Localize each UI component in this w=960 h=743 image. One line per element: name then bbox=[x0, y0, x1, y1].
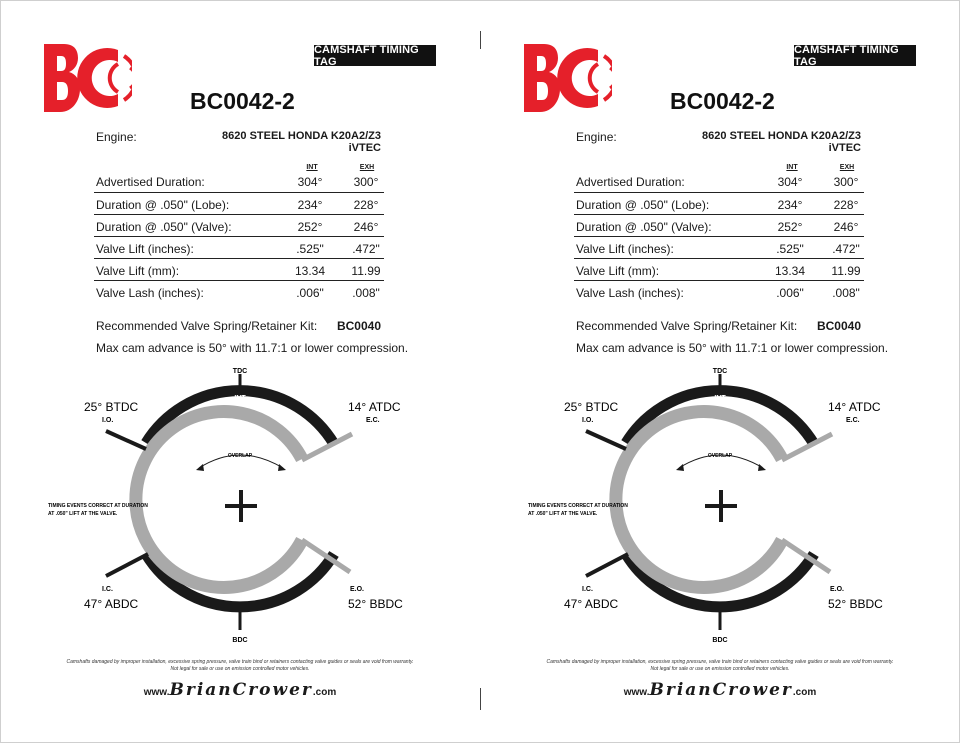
spec-label: Valve Lash (inches): bbox=[576, 286, 684, 300]
disclaimer-line: Camshafts damaged by improper installation, excessive spring pressure, valve train bind or retainers contacting valve guides or seals are void from warranty. bbox=[546, 659, 894, 665]
spec-exh-value: .472" bbox=[832, 242, 860, 256]
disclaimer-line: Camshafts damaged by improper installation, excessive spring pressure, valve train bind or retainers contacting valve guides or seals are void from warranty. bbox=[66, 659, 414, 665]
io-degrees: 25° BTDC bbox=[564, 400, 619, 414]
spec-label: Valve Lift (inches): bbox=[96, 242, 194, 256]
spec-row bbox=[574, 214, 864, 237]
spec-exh-value: 246° bbox=[353, 220, 379, 234]
spec-exh-value: .008" bbox=[352, 286, 380, 300]
spec-row bbox=[574, 280, 864, 303]
col-header-exh: EXH bbox=[359, 164, 375, 171]
exhaust-ring bbox=[616, 412, 782, 588]
io-line bbox=[106, 431, 146, 449]
tdc-label: TDC bbox=[712, 368, 728, 375]
kit-value: BC0040 bbox=[336, 319, 381, 333]
kit-label: Recommended Valve Spring/Retainer Kit: bbox=[576, 319, 798, 333]
spec-exh-value: 11.99 bbox=[831, 264, 861, 278]
timing-tag-right bbox=[480, 0, 960, 743]
spec-int-value: 234° bbox=[297, 198, 323, 212]
timing-note-line1: TIMING EVENTS CORRECT AT DURATION bbox=[48, 503, 148, 509]
header-badge: CAMSHAFT TIMING TAG bbox=[794, 45, 916, 66]
overlap-arrow-head-left bbox=[676, 464, 684, 471]
io-label: I.O. bbox=[582, 417, 594, 424]
overlap-label: OVERLAP bbox=[227, 453, 253, 459]
timing-diagram bbox=[480, 360, 960, 660]
timing-note-line2: AT .050" LIFT AT THE VALVE. bbox=[48, 511, 118, 517]
io-line bbox=[586, 431, 626, 449]
spec-row bbox=[94, 192, 384, 215]
eo-degrees: 52° BBDC bbox=[348, 597, 403, 611]
spec-row bbox=[94, 280, 384, 303]
spec-row bbox=[574, 236, 864, 259]
exh-ring-label: EXH bbox=[712, 424, 728, 431]
header-badge: CAMSHAFT TIMING TAG bbox=[314, 45, 436, 66]
spec-row bbox=[574, 170, 864, 192]
spec-exh-value: 300° bbox=[833, 175, 859, 189]
spec-int-value: 13.34 bbox=[774, 264, 806, 278]
spec-row bbox=[574, 192, 864, 215]
warranty-disclaimer bbox=[20, 659, 460, 673]
ic-label: I.C. bbox=[582, 586, 593, 593]
spec-label: Advertised Duration: bbox=[96, 175, 205, 189]
eo-degrees: 52° BBDC bbox=[828, 597, 883, 611]
website-prefix: www. bbox=[143, 687, 170, 698]
ec-label: E.C. bbox=[846, 417, 860, 424]
spec-exh-value: 11.99 bbox=[351, 264, 381, 278]
spec-int-value: .525" bbox=[776, 242, 804, 256]
warranty-disclaimer bbox=[500, 659, 940, 673]
center-crosshair bbox=[705, 490, 737, 522]
ic-label: I.C. bbox=[102, 586, 113, 593]
spec-exh-value: 300° bbox=[353, 175, 379, 189]
tdc-label: TDC bbox=[232, 368, 248, 375]
spec-exh-value: 246° bbox=[833, 220, 859, 234]
bdc-label: BDC bbox=[232, 637, 248, 644]
website-name: BrianCrower bbox=[169, 680, 313, 700]
engine-value: 8620 STEEL HONDA K20A2/Z3 iVTEC bbox=[702, 130, 861, 154]
int-ring-label: INT bbox=[234, 395, 246, 402]
spec-label: Duration @ .050" (Valve): bbox=[576, 220, 712, 234]
engine-value: 8620 STEEL HONDA K20A2/Z3 iVTEC bbox=[222, 130, 381, 154]
overlap-arrow-head-right bbox=[278, 464, 286, 471]
spec-exh-value: .472" bbox=[352, 242, 380, 256]
ic-line bbox=[586, 554, 628, 576]
spec-exh-value: 228° bbox=[833, 198, 859, 212]
timing-diagram bbox=[0, 360, 480, 660]
ec-degrees: 14° ATDC bbox=[828, 400, 881, 414]
spec-int-value: 304° bbox=[777, 175, 803, 189]
overlap-arrow-head-left bbox=[196, 464, 204, 471]
website-name: BrianCrower bbox=[649, 680, 793, 700]
eo-label: E.O. bbox=[830, 586, 845, 593]
spec-exh-value: .008" bbox=[832, 286, 860, 300]
part-number: BC0042-2 bbox=[190, 88, 295, 114]
ic-line bbox=[106, 554, 148, 576]
website-suffix: .com bbox=[792, 687, 817, 698]
spec-row bbox=[94, 258, 384, 281]
advance-note: Max cam advance is 50° with 11.7:1 or lower compression. bbox=[96, 341, 409, 355]
spec-label: Valve Lift (inches): bbox=[576, 242, 674, 256]
io-label: I.O. bbox=[102, 417, 114, 424]
spec-label: Valve Lash (inches): bbox=[96, 286, 204, 300]
exh-ring-label: EXH bbox=[232, 424, 248, 431]
ec-degrees: 14° ATDC bbox=[348, 400, 401, 414]
engine-label: Engine: bbox=[576, 130, 617, 144]
ic-degrees: 47° ABDC bbox=[84, 597, 139, 611]
ic-degrees: 47° ABDC bbox=[564, 597, 619, 611]
part-number: BC0042-2 bbox=[670, 88, 775, 114]
spec-row bbox=[94, 236, 384, 259]
spec-label: Advertised Duration: bbox=[576, 175, 685, 189]
center-crosshair bbox=[225, 490, 257, 522]
col-header-int: INT bbox=[786, 164, 798, 171]
spec-label: Duration @ .050" (Lobe): bbox=[576, 198, 710, 212]
website-prefix: www. bbox=[623, 687, 650, 698]
kit-value: BC0040 bbox=[816, 319, 861, 333]
int-ring-label: INT bbox=[714, 395, 726, 402]
spec-int-value: 304° bbox=[297, 175, 323, 189]
spec-label: Duration @ .050" (Lobe): bbox=[96, 198, 230, 212]
overlap-label: OVERLAP bbox=[707, 453, 733, 459]
spec-int-value: .006" bbox=[296, 286, 324, 300]
spec-int-value: 13.34 bbox=[294, 264, 326, 278]
timing-note-line1: TIMING EVENTS CORRECT AT DURATION bbox=[528, 503, 628, 509]
exhaust-ring bbox=[136, 412, 302, 588]
bc-logo bbox=[42, 42, 132, 114]
spec-int-value: .525" bbox=[296, 242, 324, 256]
kit-label: Recommended Valve Spring/Retainer Kit: bbox=[96, 319, 318, 333]
disclaimer-line: Not legal for sale or use on emission controlled motor vehicles. bbox=[170, 666, 310, 672]
bc-logo bbox=[522, 42, 612, 114]
col-header-int: INT bbox=[306, 164, 318, 171]
spec-int-value: .006" bbox=[776, 286, 804, 300]
ec-label: E.C. bbox=[366, 417, 380, 424]
spec-exh-value: 228° bbox=[353, 198, 379, 212]
advance-note: Max cam advance is 50° with 11.7:1 or lower compression. bbox=[576, 341, 889, 355]
spec-row bbox=[94, 214, 384, 237]
spec-int-value: 252° bbox=[777, 220, 803, 234]
disclaimer-line: Not legal for sale or use on emission controlled motor vehicles. bbox=[650, 666, 790, 672]
spec-row bbox=[94, 170, 384, 192]
spec-int-value: 234° bbox=[777, 198, 803, 212]
bdc-label: BDC bbox=[712, 637, 728, 644]
spec-label: Valve Lift (mm): bbox=[96, 264, 180, 278]
eo-label: E.O. bbox=[350, 586, 365, 593]
overlap-arrow-head-right bbox=[758, 464, 766, 471]
spec-int-value: 252° bbox=[297, 220, 323, 234]
website-url bbox=[0, 680, 480, 700]
engine-label: Engine: bbox=[96, 130, 137, 144]
io-degrees: 25° BTDC bbox=[84, 400, 139, 414]
website-suffix: .com bbox=[312, 687, 337, 698]
spec-row bbox=[574, 258, 864, 281]
spec-label: Duration @ .050" (Valve): bbox=[96, 220, 232, 234]
col-header-exh: EXH bbox=[839, 164, 855, 171]
spec-label: Valve Lift (mm): bbox=[576, 264, 660, 278]
timing-note-line2: AT .050" LIFT AT THE VALVE. bbox=[528, 511, 598, 517]
website-url bbox=[480, 680, 960, 700]
